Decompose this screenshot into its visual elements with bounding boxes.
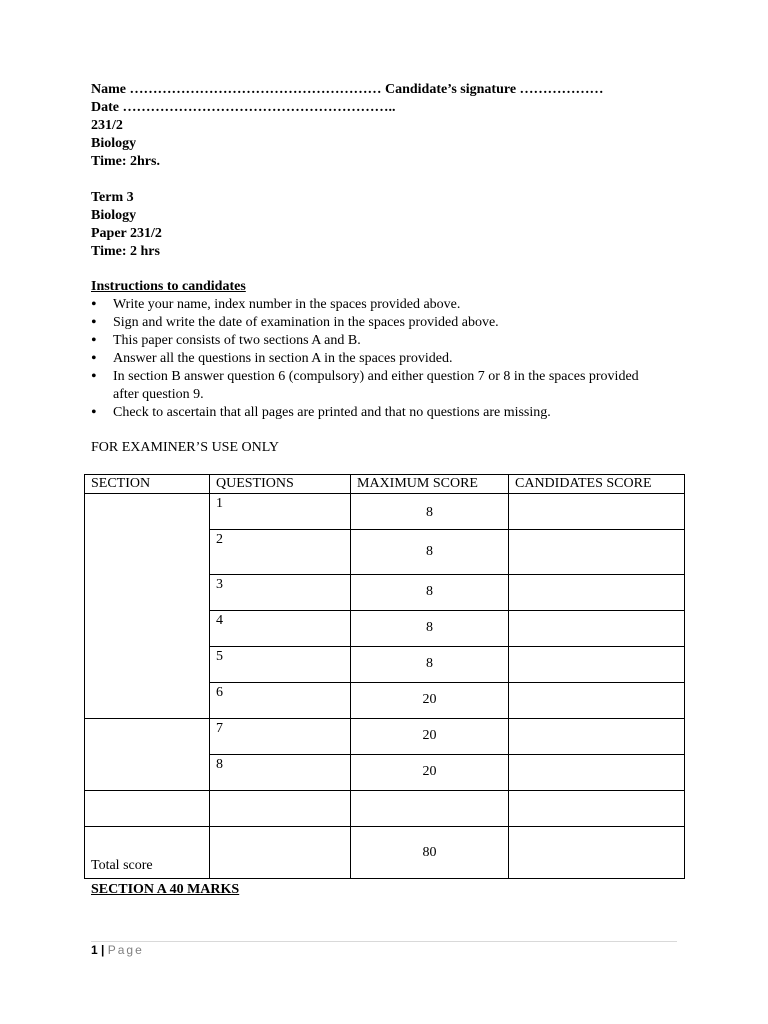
max-score-cell: 8 <box>351 647 509 683</box>
candidate-score-cell[interactable] <box>509 719 685 755</box>
footer-divider <box>91 941 677 942</box>
footer-separator: | <box>101 943 105 957</box>
max-score-cell: 8 <box>351 575 509 611</box>
max-score-cell: 20 <box>351 683 509 719</box>
empty-cell <box>210 827 351 879</box>
candidate-score-cell[interactable] <box>509 530 685 575</box>
question-cell: 3 <box>210 575 351 611</box>
table-row-total <box>85 827 685 879</box>
instruction-item: • Check to ascertain that all pages are printed and that no questions are missing. <box>91 404 651 422</box>
candidate-score-cell[interactable] <box>509 647 685 683</box>
question-cell: 8 <box>210 755 351 791</box>
table-row <box>85 494 685 530</box>
subject: Biology <box>91 136 137 151</box>
page-word: Page <box>107 943 144 957</box>
instruction-item: • Sign and write the date of examination in the spaces provided above. <box>91 314 651 332</box>
info-paper: Paper 231/2 <box>91 226 162 241</box>
question-cell: 6 <box>210 683 351 719</box>
max-score-cell: 8 <box>351 611 509 647</box>
instructions-list <box>91 296 651 422</box>
question-cell: 4 <box>210 611 351 647</box>
section-b-cell <box>85 719 210 791</box>
empty-cell <box>509 791 685 827</box>
question-cell: 7 <box>210 719 351 755</box>
paper-code: 231/2 <box>91 118 123 133</box>
name-signature-line: Name ……………………………………………… Candidate’s signature ……………… <box>91 82 604 97</box>
time: Time: 2hrs. <box>91 154 160 169</box>
candidate-score-cell[interactable] <box>509 611 685 647</box>
header-max-score: MAXIMUM SCORE <box>351 475 509 494</box>
term: Term 3 <box>91 190 134 205</box>
candidate-score-cell[interactable] <box>509 683 685 719</box>
instructions-title: Instructions to candidates <box>91 279 246 294</box>
table-row <box>85 719 685 755</box>
page-number: 1 <box>91 943 98 957</box>
candidate-score-cell[interactable] <box>509 575 685 611</box>
info-subject: Biology <box>91 208 137 223</box>
question-cell: 1 <box>210 494 351 530</box>
score-table-header <box>85 475 685 494</box>
max-score-cell: 8 <box>351 530 509 575</box>
empty-cell <box>210 791 351 827</box>
candidate-score-cell[interactable] <box>509 755 685 791</box>
total-candidate-cell[interactable] <box>509 827 685 879</box>
header-questions: QUESTIONS <box>210 475 351 494</box>
header-candidates-score: CANDIDATES SCORE <box>509 475 685 494</box>
page-footer <box>91 943 144 957</box>
max-score-cell: 20 <box>351 755 509 791</box>
empty-cell <box>351 791 509 827</box>
header-section: SECTION <box>85 475 210 494</box>
table-row-empty <box>85 791 685 827</box>
score-table <box>84 474 685 879</box>
total-max-cell: 80 <box>351 827 509 879</box>
instruction-item: • In section B answer question 6 (compulsory) and either question 7 or 8 in the spaces provided after question 9. <box>91 368 651 404</box>
instruction-item: • Write your name, index number in the spaces provided above. <box>91 296 651 314</box>
candidate-score-cell[interactable] <box>509 494 685 530</box>
max-score-cell: 20 <box>351 719 509 755</box>
section-a-cell <box>85 494 210 719</box>
max-score-cell: 8 <box>351 494 509 530</box>
question-cell: 2 <box>210 530 351 575</box>
info-time: Time: 2 hrs <box>91 244 160 259</box>
date-line: Date ………………………………………………….. <box>91 100 396 115</box>
question-cell: 5 <box>210 647 351 683</box>
examiner-note: FOR EXAMINER’S USE ONLY <box>91 440 279 455</box>
instruction-item: • This paper consists of two sections A and B. <box>91 332 651 350</box>
empty-cell <box>85 791 210 827</box>
section-a-heading: SECTION A 40 MARKS <box>91 882 240 897</box>
instruction-item: • Answer all the questions in section A in the spaces provided. <box>91 350 651 368</box>
total-label-cell: Total score <box>85 827 210 879</box>
